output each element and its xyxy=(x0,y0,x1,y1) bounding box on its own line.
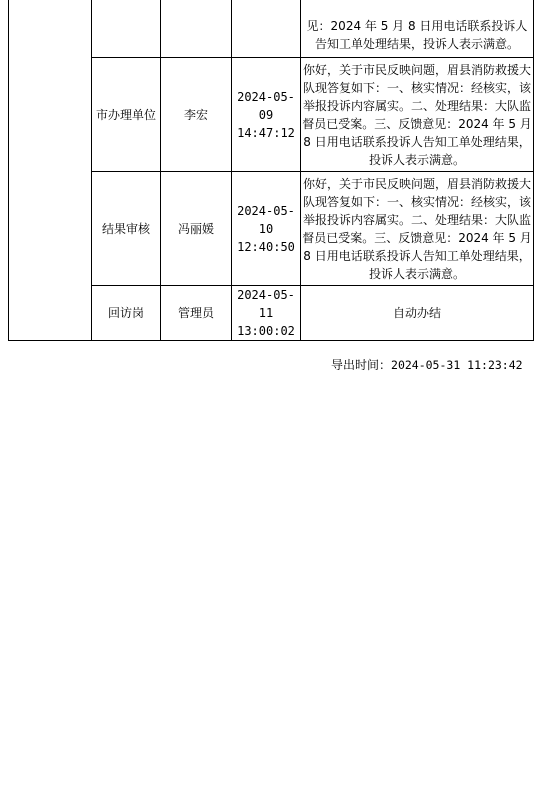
node-cell: 结果审核 xyxy=(92,172,161,286)
handler-cell xyxy=(161,0,232,58)
time-cell: 2024-05-11 13:00:02 xyxy=(232,286,301,341)
handler-cell: 李宏 xyxy=(161,58,232,172)
time-cell: 2024-05-10 12:40:50 xyxy=(232,172,301,286)
handler-cell: 冯丽媛 xyxy=(161,172,232,286)
content-cell: 自动办结 xyxy=(301,286,534,341)
export-time-label: 导出时间： xyxy=(331,358,392,372)
content-cell: 你好，关于市民反映问题，眉县消防救援大队现答复如下：一、核实情况：经核实，该举报投诉内容属实。二、处理结果：大队监督员已受案。三、反馈意见：2024 年 5 月 8 日用电话联系投诉人告知工单处理结果，投诉人表示满意。 xyxy=(301,58,534,172)
merged-side-cell xyxy=(9,0,92,341)
node-cell: 回访岗 xyxy=(92,286,161,341)
content-cell: 你好，关于市民反映问题，眉县消防救援大队现答复如下：一、核实情况：经核实，该举报投诉内容属实。二、处理结果：大队监督员已受案。三、反馈意见：2024 年 5 月 8 日用电话联系投诉人告知工单处理结果，投诉人表示满意。 xyxy=(301,172,534,286)
node-cell: 市办理单位 xyxy=(92,58,161,172)
handler-cell: 管理员 xyxy=(161,286,232,341)
node-cell xyxy=(92,0,161,58)
process-record-table xyxy=(8,0,534,341)
export-time xyxy=(331,356,523,373)
export-time-value: 2024-05-31 11:23:42 xyxy=(391,358,523,372)
time-cell: 2024-05-09 14:47:12 xyxy=(232,58,301,172)
content-cell: 见：2024 年 5 月 8 日用电话联系投诉人告知工单处理结果，投诉人表示满意。 xyxy=(301,0,534,58)
time-cell xyxy=(232,0,301,58)
table-row xyxy=(9,0,534,58)
